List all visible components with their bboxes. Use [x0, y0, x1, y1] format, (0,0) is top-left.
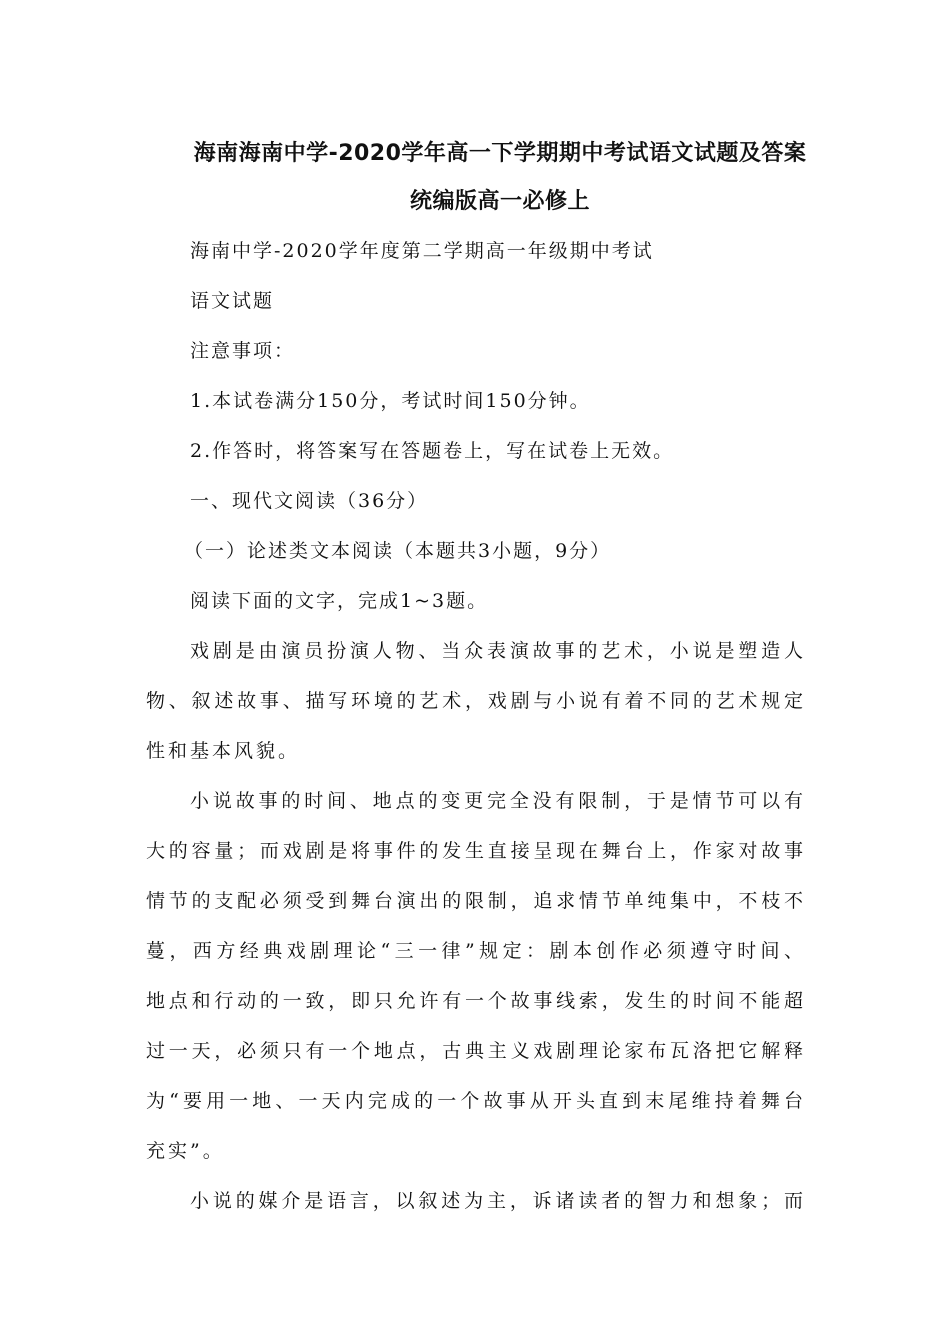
- paragraph-line: 蔓，西方经典戏剧理论“三一律”规定：剧本创作必须遵守时间、: [146, 940, 806, 962]
- paragraph-3: [146, 1176, 806, 1226]
- subsection-heading: （一）论述类文本阅读（本题共3小题，9分）: [184, 540, 612, 562]
- reading-instruction: 阅读下面的文字，完成1~3题。: [190, 590, 489, 612]
- paragraph-line: 大的容量；而戏剧是将事件的发生直接呈现在舞台上，作家对故事: [146, 840, 806, 862]
- paragraph-line: 过一天，必须只有一个地点，古典主义戏剧理论家布瓦洛把它解释: [146, 1040, 806, 1062]
- paragraph-line: 地点和行动的一致，即只允许有一个故事线索，发生的时间不能超: [146, 990, 806, 1012]
- subject-line: 语文试题: [190, 290, 275, 312]
- notice-item-1: 1.本试卷满分150分，考试时间150分钟。: [190, 390, 591, 412]
- exam-name-line: 海南中学-2020学年度第二学期高一年级期中考试: [190, 240, 654, 262]
- section-heading: 一、现代文阅读（36分）: [190, 490, 429, 512]
- paragraph-line: 为“要用一地、一天内完成的一个故事从开头直到末尾维持着舞台: [146, 1090, 806, 1112]
- document-title-line-1: 海南海南中学-2020学年高一下学期期中考试语文试题及答案: [193, 141, 807, 166]
- paragraph-line: 性和基本风貌。: [146, 740, 301, 762]
- paragraph-line: 戏剧是由演员扮演人物、当众表演故事的艺术，小说是塑造人: [190, 640, 806, 662]
- paragraph-line: 充实”。: [146, 1140, 225, 1162]
- paragraph-2: [146, 776, 806, 1176]
- paragraph-line: 情节的支配必须受到舞台演出的限制，追求情节单纯集中，不枝不: [146, 890, 806, 912]
- paragraph-1: [146, 626, 806, 776]
- notice-heading: 注意事项：: [190, 340, 296, 362]
- paragraph-line: 物、叙述故事、描写环境的艺术，戏剧与小说有着不同的艺术规定: [146, 690, 806, 712]
- notice-item-2: 2.作答时，将答案写在答题卷上，写在试卷上无效。: [190, 440, 675, 462]
- document-title-line-2: 统编版高一必修上: [409, 189, 590, 214]
- paragraph-line: 小说的媒介是语言，以叙述为主，诉诸读者的智力和想象；而: [190, 1190, 806, 1212]
- paragraph-line: 小说故事的时间、地点的变更完全没有限制，于是情节可以有: [190, 790, 806, 812]
